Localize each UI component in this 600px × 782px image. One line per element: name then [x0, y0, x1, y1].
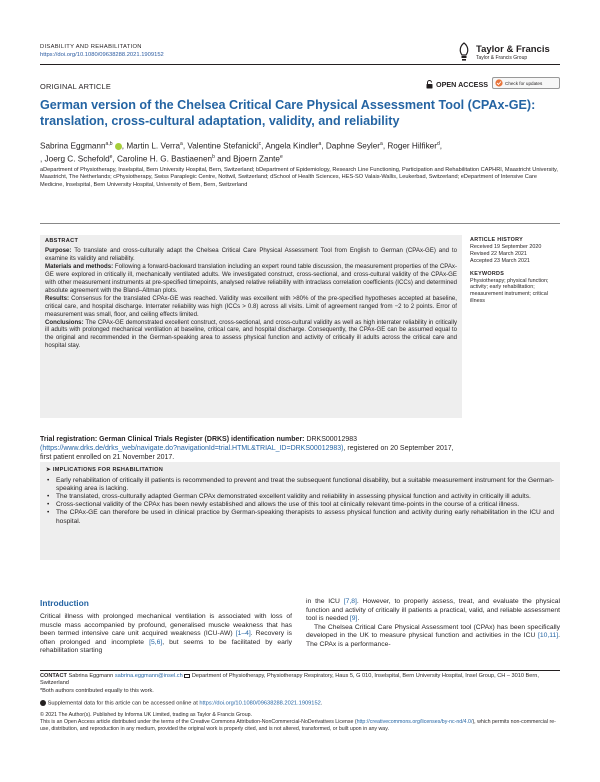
intro-text: . The CPAx is a performance- — [306, 632, 560, 648]
article-sidebar — [470, 237, 562, 305]
equal-contribution-note: *Both authors contributed equally to this work. — [40, 687, 154, 694]
methods-text: Following a forward-backward translation including an expert round table discussion, the measurement properties of the CPAx-GE were explored in critically ill, mechanically ventilated adults. We investigated construct, cross-sectional, and cross-cultural validity of the CPAx-GE with other measurement instruments at pre-specified timepoints, analysed relative reliability with intraclass correlation coefficients (ICCs) and determined absolute agreement with the Bland–Altman plots. — [45, 262, 457, 294]
conclusions-text: The CPAx-GE demonstrated excellent construct, cross-sectional, and cross-cultural validity as well as high interrater reliability in critically ill adults with prolonged mechanical ventilation at baseline, critical care, and hospital discharge. Consequently, the CPAx-GE can be assumed equal to the original and recommended in the German-speaking area to assess physical function and activity of critically ill adults across the critical care and hospital stay. — [45, 318, 457, 350]
introduction-heading: Introduction — [40, 598, 89, 608]
keywords-text: Physiotherapy; physical function; activity; early rehabilitation; measurement instrument; critical illness — [470, 277, 549, 305]
supplemental-link[interactable]: https://doi.org/10.1080/09638288.2021.1909152 — [199, 700, 321, 707]
affiliations: aDepartment of Physiotherapy, Inselspital, Bern University Hospital, Bern, Switzerland; bDepartment of Epidemiology, Research Line Functioning, Participation and Rehabilitation CAPHRI, Maastricht University, Maastricht, The Netherlands; cPhysiotherapy, Swiss Paraplegic Centre, Nottwil, Switzerland; dSchool of Health Sciences, HES-SO Valais-Wallis, Leukerbad, Switzerland; eDepartment of Intensive Care Medicine, Inselspital, Bern University Hospital, University of Bern, Bern, Switzerland — [40, 167, 558, 188]
history-revised: Revised 22 March 2021 — [470, 250, 527, 257]
citation-link[interactable]: [1–4] — [235, 630, 251, 638]
intro-text: , but seems to be facilitated by early rehabilitation starting — [40, 638, 292, 655]
publisher-lamp-icon — [456, 42, 472, 62]
implication-item: • The CPAx-GE can therefore be used in clinical practice by German-speaking therapists to assess physical function and activity during early rehabilitation in the ICU and hospital. — [46, 509, 554, 525]
purpose-text: To translate and cross-culturally adapt the Chelsea Critical Care Physical Assessment Tool from English to German (CPAx-GE) and to examine its validity and reliability. — [45, 246, 457, 262]
supplemental-icon — [40, 700, 46, 706]
open-access-badge — [426, 80, 488, 89]
keywords-heading: KEYWORDS — [470, 270, 505, 277]
author-name: , Valentine Stefanicki — [182, 141, 259, 151]
check-for-updates-button[interactable] — [492, 77, 560, 89]
crossmark-icon — [495, 79, 503, 87]
article-type: ORIGINAL ARTICLE — [40, 82, 111, 91]
intro-text: . However, to properly assess, treat, and evaluate the physical function and activity of critically ill patients a practical, valid, and reliable assessment tool is needed — [306, 598, 560, 623]
conclusions-label: Conclusions: — [45, 318, 84, 326]
abstract-heading: ABSTRACT — [45, 238, 79, 244]
author-name: , Martin L. Verra — [121, 141, 181, 151]
citation-link[interactable]: [9] — [349, 615, 358, 623]
author-affil-sup: e — [109, 153, 113, 160]
open-access-label: OPEN ACCESS — [436, 80, 489, 89]
trial-rest: , registered on 20 September 2017, first patient enrolled on 21 November 2017. — [40, 444, 454, 461]
results-label: Results: — [45, 294, 70, 302]
author-affil-sup: a — [380, 141, 383, 147]
history-accepted: Accepted 23 March 2021 — [470, 257, 530, 264]
publisher-group: Taylor & Francis Group — [476, 54, 528, 61]
license-text — [40, 719, 560, 733]
abstract-conclusions — [45, 319, 457, 351]
author-affil-sup: b — [212, 153, 215, 160]
intro-text: . — [357, 615, 360, 623]
intro-column-2 — [306, 598, 560, 650]
author-affil-sup: d — [436, 141, 440, 147]
author-name: , Joerg C. Schefold — [40, 154, 110, 164]
author-name: and Bjoern Zante — [214, 154, 280, 164]
history-received: Received 19 September 2020 — [470, 243, 542, 250]
supplemental-text: . — [320, 700, 323, 707]
article-title: German version of the Chelsea Critical Care Physical Assessment Tool (CPAx-GE): translation, cross-cultural adaptation, validity, and reliability — [40, 98, 536, 128]
citation-link[interactable]: [7,8] — [343, 598, 357, 605]
publisher-logo — [456, 40, 586, 64]
author-affil-sup: a — [318, 141, 322, 147]
abstract-purpose — [45, 247, 457, 263]
implications-list — [46, 477, 554, 526]
abstract-box — [40, 235, 462, 418]
intro-column-1 — [40, 613, 292, 656]
methods-label: Materials and methods: — [45, 262, 114, 270]
contact-email-link[interactable]: sabrina.eggmann@insel.ch — [114, 673, 183, 679]
purpose-label: Purpose: — [45, 246, 72, 254]
author-list: Sabrina Eggmann$^{a,b}$ , Martin L. Verra$^a$, Valentine Stefanicki$^c$, Angela Kindler$^a$, Daphne Seyler$^a$, Roger Hilfiker$^d$, , Joerg C. Schefold$^e$, Caroline H. G. Bastiaenen$^b$ and Bjoern Zante$^e$ — [40, 141, 443, 164]
article-doi-link[interactable]: https://doi.org/10.1080/09638288.2021.1909152 — [40, 52, 164, 58]
license-text-b: ), which permits non-commercial re-use, distribution, and reproduction in any medium, provided the original work is properly cited, and is not altered, transformed, or built upon in any way. — [40, 718, 556, 732]
contact-address: Department of Physiotherapy, Physiotherapy Respiratory, Haus 5, G 010, Inselspital, Bern University Hospital, Insel Group, CH – 3010 Bern, Switzerland — [40, 673, 539, 687]
check-for-updates-label: Check for updates — [505, 80, 543, 86]
supplemental-text: Supplemental data for this article can be accessed online at — [47, 700, 200, 707]
intro-text: . Recovery is often prolonged and incomplete — [40, 630, 292, 646]
author-affil-sup: e — [279, 153, 283, 160]
intro-text: The Chelsea Critical Care Physical Assessment tool (CPAx) has been specifically developed in the UK to measure physical function and activities in the ICU — [306, 623, 560, 640]
trial-link[interactable]: (https://www.drks.de/drks_web/navigate.do?navigationId=trial.HTML&TRIAL_ID=DRKS00012983) — [40, 444, 344, 452]
implication-item: • Early rehabilitation of critically ill patients is recommended to prevent and treat the subsequent functional disability, but a suitable measurement instrument for the German-speaking area is lacking. — [46, 477, 554, 493]
publisher-name: Taylor & Francis — [476, 43, 550, 55]
implications-box — [40, 462, 560, 560]
open-lock-icon — [426, 80, 433, 89]
header-divider — [40, 64, 560, 65]
trial-registration — [40, 436, 462, 463]
author-affil-sup: a,b — [105, 141, 113, 147]
implications-heading: ➤ IMPLICATIONS FOR REHABILITATION — [46, 467, 164, 473]
copyright-text: © 2021 The Author(s). Published by Informa UK Limited, trading as Taylor & Francis Group. — [40, 712, 253, 718]
affiliation-divider — [40, 223, 560, 224]
author-affil-sup: c — [258, 141, 262, 147]
license-link[interactable]: http://creativecommons.org/licenses/by-nc-nd/4.0/ — [356, 718, 473, 725]
trial-number: DRKS00012983 — [304, 436, 358, 443]
citation-link[interactable]: [10,11] — [537, 632, 559, 640]
history-heading: ARTICLE HISTORY — [470, 237, 524, 243]
contact-label: CONTACT — [40, 673, 67, 679]
results-text: Consensus for the translated CPAx-GE was reached. Validity was excellent with >80% of the pre-specified hypotheses accepted at baseline, critical care, and hospital discharge. Interrater reliability was high (ICCs > 0.8) across all visits. Limit of agreement ranged from −2 to 2 points. Error of measurement was small, floor, and ceiling effects limited. — [45, 294, 457, 318]
implication-item: • Cross-sectional validity of the CPAx has been newly established and allows the use of this tool at clinically relevant time-points in the course of a critical illness. — [46, 501, 554, 509]
orcid-icon[interactable] — [115, 143, 122, 150]
supplemental-note — [40, 700, 560, 708]
author-name: , Caroline H. G. Bastiaenen — [112, 154, 213, 164]
intro-text: Critical illness with prolonged mechanical ventilation is associated with loss of muscle mass accompanied by profound, generalised muscle weakness that has been termed intensive care unit acquired weakness (ICU-AW) — [40, 613, 292, 638]
copyright-license — [40, 712, 560, 732]
journal-name: DISABILITY AND REHABILITATION — [40, 44, 142, 50]
contact-name: Sabrina Eggmann — [66, 673, 115, 679]
author-name: Sabrina Eggmann — [40, 141, 106, 151]
implications-heading-text: IMPLICATIONS FOR REHABILITATION — [52, 467, 164, 473]
contact-info — [40, 673, 560, 695]
author-name: , Roger Hilfiker — [382, 141, 437, 151]
author-affil-sup: a — [180, 141, 183, 147]
citation-link[interactable]: [5,6] — [149, 638, 163, 646]
intro-text: in the ICU — [306, 598, 344, 605]
license-text-a: This is an Open Access article distributed under the terms of the Creative Commons Attribution-NonCommercial-NoDerivatives License ( — [40, 718, 357, 725]
author-name: , Daphne Seyler — [321, 141, 381, 151]
trial-label: Trial registration: German Clinical Trials Register (DRKS) identification number: — [40, 436, 305, 443]
author-name: , Angela Kindler — [261, 141, 319, 151]
footer-divider — [40, 670, 560, 671]
abstract-results — [45, 295, 457, 319]
implication-item: • The translated, cross-culturally adapted German CPAx demonstrated excellent validity and reliability in assessing physical function and activity in critically ill adults. — [46, 493, 554, 501]
abstract-methods — [45, 263, 457, 295]
